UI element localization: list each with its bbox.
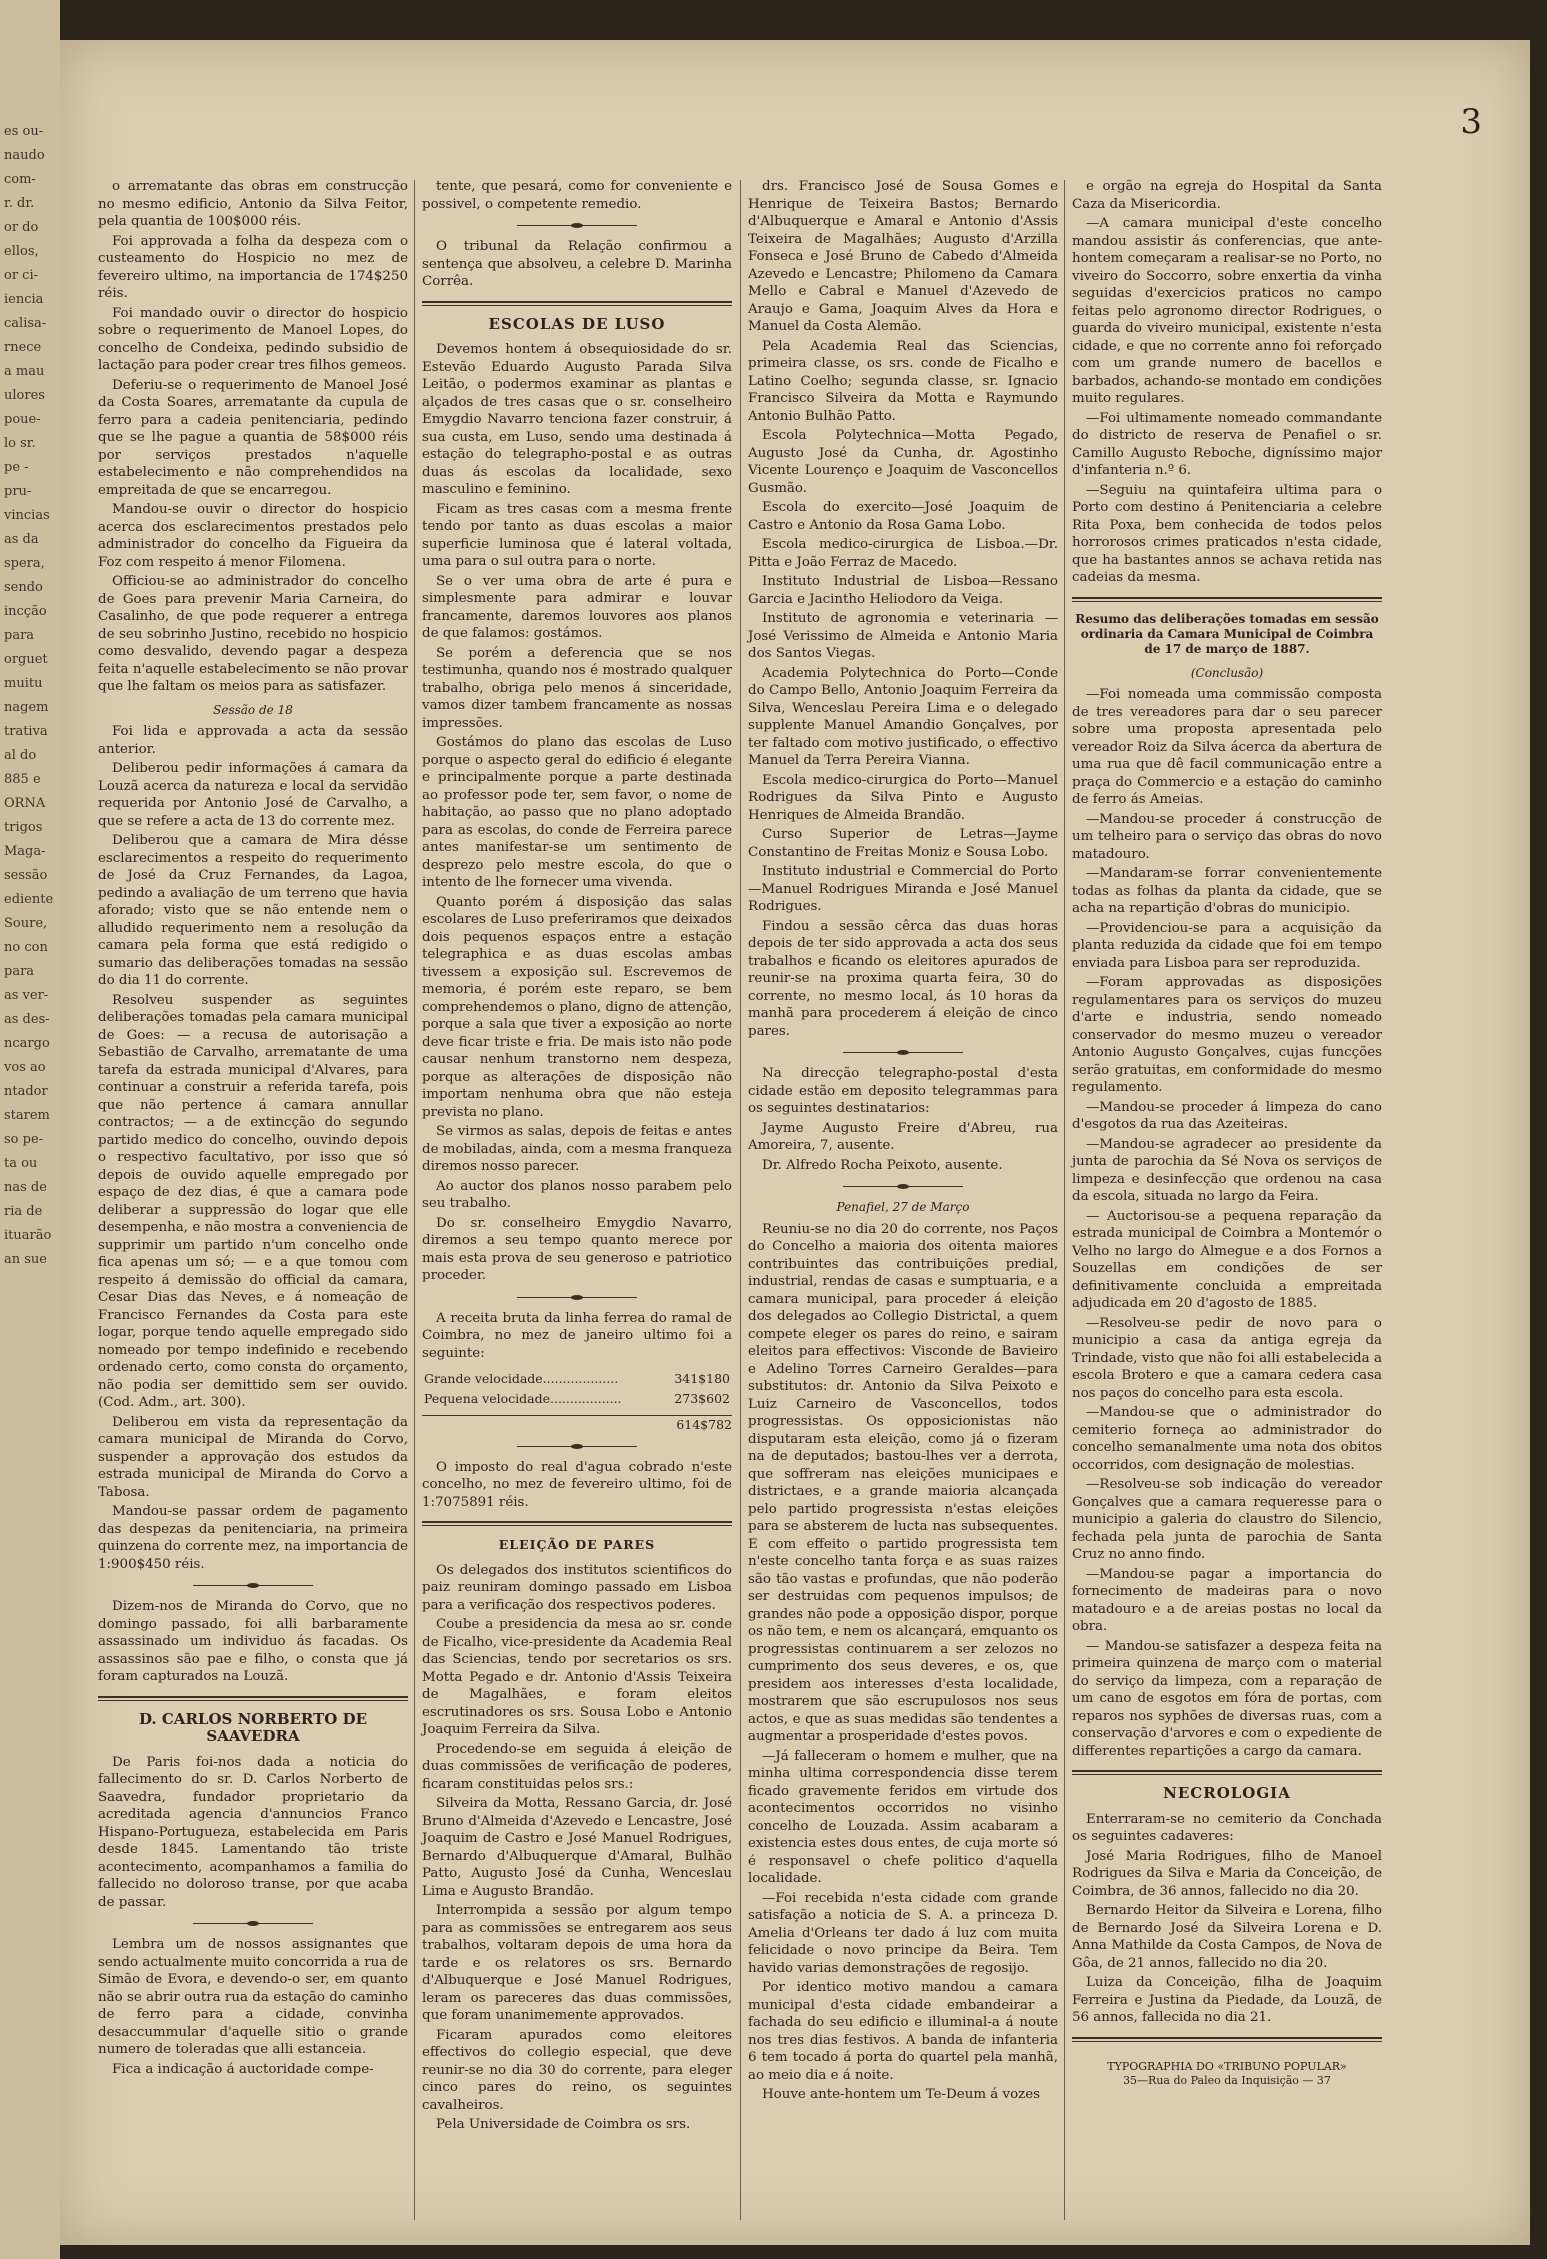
double-rule (422, 301, 732, 306)
paragraph: O imposto do real d'agua cobrado n'este concelho, no mez de fevereiro ultimo, foi de 1:7075891 réis. (422, 1459, 732, 1510)
resumo-heading: Resumo das deliberações tomadas em sessão ordinaria da Camara Municipal de Coimbra de 17 de março de 1887. (1075, 611, 1379, 656)
paragraph: Gostámos do plano das escolas de Luso porque o aspecto geral do edificio é elegante e principalmente porque a parte destinada ao professor pode ter, sem favor, o nome de habitação, ao passo que no plano adoptado para as escolas, do conde de Ferreira parece antes manifestar-se um sentimento de desprezo pelo mestre escola, do que o intento de lhe fornecer uma vivenda. (422, 735, 732, 890)
paragraph: Ao auctor dos planos nosso parabem pelo seu trabalho. (422, 1178, 732, 1211)
margin-fragment: r. dr. (4, 196, 35, 211)
printer-imprint (1072, 2060, 1382, 2088)
conclusion-note: (Conclusão) (1190, 665, 1264, 680)
paragraph: José Maria Rodrigues, filho de Manoel Rodrigues da Silva e Maria da Conceição, de Coimbra, de 36 annos, fallecido no dia 20. (1072, 1848, 1382, 1899)
margin-fragment: ta ou (4, 1156, 38, 1171)
margin-fragment: ncargo (4, 1036, 50, 1051)
paragraph: Bernardo Heitor da Silveira e Lorena, filho de Bernardo José da Silveira Lorena e D. Anna Mathilde da Costa Campos, de Nova de Gôa, de 21 annos, fallecido no dia 20. (1072, 1903, 1382, 1971)
paragraph: —Mandou-se pagar a importancia do fornecimento de madeiras para o novo matadouro e a de areias postas no local da obra. (1072, 1566, 1382, 1634)
paragraph: Escola medico-cirurgica do Porto—Manuel Rodrigues da Silva Pinto e Augusto Henriques de Almeida Brandão. (748, 772, 1058, 823)
paragraph: Academia Polytechnica do Porto—Conde do Campo Bello, Antonio Joaquim Ferreira da Silva, Wenceslau Pereira Lima e o delegado supplente Manuel Amandio Gonçalves, por ter faltado com motivo justificado, o effectivo Manuel da Terra Pereira Vianna. (748, 665, 1058, 768)
left-margin-fragments (0, 0, 60, 1272)
paragraph: Fica a indicação á auctoridade compe- (112, 2061, 374, 2077)
necrologia-heading: NECROLOGIA (1163, 1784, 1291, 1802)
paragraph: Escola do exercito—José Joaquim de Castro e Antonio da Rosa Gama Lobo. (748, 500, 1058, 533)
printer-name: TYPOGRAPHIA DO «TRIBUNO POPULAR» (1107, 2059, 1347, 2073)
paragraph: Resolveu suspender as seguintes deliberações tomadas pela camara municipal de Goes: — a recusa de autorisação a Sebastião de Carvalho, arrematante de uma tarefa da estrada municipal d'Alvares, para continuar a construir a referida tarefa, pois que não pertence á camara annullar contractos; — a de extincção do segundo partido medico do concelho, ouvindo depois o respectivo facultativo, por isso que só depois de ouvido aquelle empregado por espaço de dez dias, é que a camara pode deliberar a suppressão do logar que elle desempenha, e não mostra a conveniencia de supprimir um partido n'um concelho onde fica apenas um só; — e a que tomou com respeito á demissão do official da camara, Cesar Dias das Neves, e á nomeação de Francisco Fernandes da Costa para este logar, porque tendo aquelle empregado sido nomeado por tempo indefinido e recebendo ordenado certo, como consta do orçamento, não podia ser demittido sem ser ouvido. (Cod. Adm., art. 300). (98, 992, 408, 1410)
margin-fragment: starem (4, 1108, 50, 1123)
margin-fragment: Maga- (4, 844, 46, 859)
paragraph: —Mandou-se agradecer ao presidente da junta de parochia da Sé Nova os serviços de limpeza e desinfecção que ordenou na casa da escola, situada no largo da Feira. (1072, 1136, 1382, 1204)
margin-fragment: iencia (4, 292, 44, 307)
column-rule (1064, 180, 1065, 2220)
receipts-table (422, 1368, 732, 1409)
paragraph: Enterraram-se no cemiterio da Conchada os seguintes cadaveres: (1072, 1811, 1382, 1844)
margin-fragment: nagem (4, 700, 49, 715)
paragraph: Dr. Alfredo Rocha Peixoto, ausente. (762, 1157, 1003, 1173)
margin-fragment: no con (4, 940, 48, 955)
margin-fragment: lo sr. (4, 436, 36, 451)
column-4 (1072, 178, 1382, 2088)
margin-fragment: ellos, (4, 244, 39, 259)
paragraph: Se porém a deferencia que se nos testimunha, quando nos é mostrado qualquer trabalho, obriga pelo menos á sinceridade, vamos dizer tambem francamente as nossas impressões. (422, 645, 732, 731)
printer-address: 35—Rua do Paleo da Inquisição — 37 (1123, 2073, 1331, 2087)
double-rule (1072, 1770, 1382, 1775)
paragraph: A receita bruta da linha ferrea do ramal de Coimbra, no mez de janeiro ultimo foi a seguinte: (422, 1310, 732, 1361)
separator (517, 1446, 637, 1447)
margin-fragment: ulores (4, 388, 45, 403)
paragraph: Se virmos as salas, depois de feitas e antes de mobiladas, ainda, com a mesma franqueza diremos nosso parecer. (422, 1124, 732, 1174)
paragraph: e orgão na egreja do Hospital da Santa Caza da Misericordia. (1072, 179, 1382, 212)
paragraph: —Foi recebida n'esta cidade com grande satisfação a noticia de S. A. a princeza D. Amelia d'Orleans ter dado á luz com muita felicidade o novo principe da Beira. Tem havido varias demonstrações de regosijo. (748, 1890, 1058, 1976)
paragraph: Devemos hontem á obsequiosidade do sr. Estevão Eduardo Augusto Parada Silva Leitão, o podermos examinar as plantas e alçados de tres casas que o sr. conselheiro Emygdio Navarro tenciona fazer construir, á sua custa, em Luso, sendo uma destinada á estação do telegrapho-postal e as outras duas ás escolas da localidade, sexo masculino e feminino. (422, 342, 732, 497)
dateline: Penafiel, 27 de Março (836, 1200, 970, 1214)
paragraph: Pela Universidade de Coimbra os srs. (436, 2117, 691, 2132)
session-heading: Sessão de 18 (213, 702, 293, 717)
paragraph: Deliberou que a camara de Mira désse esclarecimentos a respeito do requerimento de José da Cruz Fernandes, da Lagoa, pedindo a avaliação de um terreno que havia aforado; visto que se não entende nem o alludido requerimento nem a resolução da camara pela forma que está redigido o sumario das deliberações tomadas na sessão do dia 11 do corrente. (98, 833, 408, 988)
paragraph: Foi mandado ouvir o director do hospicio sobre o requerimento de Manoel Lopes, do concelho de Condeixa, pedindo subsidio de lactação para poder crear tres filhos gemeos. (98, 305, 408, 373)
margin-fragment: ntador (4, 1084, 48, 1099)
column-1 (98, 178, 408, 2080)
paragraph: Instituto de agronomia e veterinaria — José Verissimo de Almeida e Antonio Maria dos Santos Viegas. (748, 611, 1058, 661)
row-value: 273$602 (674, 1390, 730, 1406)
separator (517, 225, 637, 226)
margin-fragment: poue- (4, 412, 41, 427)
separator (843, 1052, 963, 1053)
receipts-total: 614$782 (422, 1415, 732, 1434)
paragraph: Instituto industrial e Commercial do Porto —Manuel Rodrigues Miranda e José Manuel Rodrigues. (748, 864, 1058, 914)
paragraph: — Auctorisou-se a pequena reparação da estrada municipal de Coimbra a Montemór o Velho no largo do Almegue e a dos Fornos a Souzellas em condições de ser definitivamente concluida a empreitada adjudicada em 20 d'agosto de 1885. (1072, 1208, 1382, 1311)
paragraph: Pela Academia Real das Sciencias, primeira classe, os srs. conde de Ficalho e Latino Coelho; segunda classe, sr. Ignacio Francisco Silveira da Motta e Raymundo Antonio Bulhão Patto. (748, 338, 1058, 424)
paragraph: —Mandou-se proceder á construcção de um telheiro para o serviço das obras do novo matadouro. (1072, 811, 1382, 862)
paragraph: —Resolveu-se sob indicação do vereador Gonçalves que a camara requeresse para o municipio a galeria do claustro do Silencio, fechada pela junta de parochia de Santa Cruz no anno findo. (1072, 1477, 1382, 1562)
margin-fragment: para (4, 964, 35, 979)
margin-fragment: or do (4, 220, 39, 235)
luso-heading: ESCOLAS DE LUSO (488, 314, 666, 333)
double-rule (1072, 2037, 1382, 2042)
margin-fragment: nas de (4, 1180, 47, 1195)
table-row (424, 1370, 730, 1388)
paragraph: Os delegados dos institutos scientificos do paiz reuniram domingo passado em Lisboa para a verificação dos respectivos poderes. (422, 1562, 732, 1613)
table-row (424, 1390, 730, 1408)
newspaper-page (60, 40, 1530, 2245)
paragraph: Se o ver uma obra de arte é pura e simplesmente para admirar e louvar francamente, daremos louvores aos planos de que falamos: gostámos. (422, 573, 732, 641)
row-label: Pequena velocidade.................. (424, 1390, 622, 1406)
margin-fragment: or ci- (4, 268, 39, 283)
margin-fragment: an sue (4, 1252, 47, 1267)
separator (193, 1923, 313, 1924)
margin-fragment: a mau (4, 364, 45, 379)
paragraph: Interrompida a sessão por algum tempo para as commissões se entregarem aos seus trabalhos, voltaram depois de uma hora da tarde e os relatores os srs. Bernardo d'Albuquerque e José Manuel Rodrigues, leram os pareceres das duas commissões, que foram unanimemente approvados. (422, 1903, 732, 2023)
margin-fragment: sessão (4, 868, 48, 883)
margin-fragment: as ver- (4, 988, 49, 1003)
paragraph: Houve ante-hontem um Te-Deum á vozes (762, 2087, 1040, 2102)
margin-fragment: orguet (4, 652, 48, 667)
paragraph: Deferiu-se o requerimento de Manoel José da Costa Soares, arrematante da cupula de ferro para a cadeia penitenciaria, pedindo que se lhe pague a quantia de 58$000 réis por serviços prestados n'aquelle estabelecimento e não comprehendidos na empreitada de que se encarregou. (98, 377, 408, 498)
column-2 (422, 178, 732, 2136)
paragraph: Na direcção telegrapho-postal d'esta cidade estão em deposito telegrammas para os seguintes destinatarios: (748, 1066, 1058, 1116)
paragraph: Luiza da Conceição, filha de Joaquim Ferreira e Justina da Piedade, da Louzã, de 56 annos, fallecida no dia 21. (1072, 1975, 1382, 2025)
row-value: 341$180 (674, 1371, 730, 1386)
margin-fragment: com- (4, 172, 36, 187)
paragraph: Mandou-se passar ordem de pagamento das despezas da penitenciaria, na primeira quinzena do corrente mez, na importancia de 1:900$450 réis. (98, 1504, 408, 1572)
paragraph: Lembra um de nossos assignantes que sendo actualmente muito concorrida a rua de Simão de Evora, e devendo-o ser, em quanto não se abrir outra rua da estação do caminho de ferro para a cidade, convinha desaccummular d'aquelle sitio o grande numero de toleradas que alli estanceia. (98, 1937, 408, 2057)
column-3 (748, 178, 1058, 2106)
margin-fragment: trigos (4, 820, 43, 835)
saavedra-heading: D. CARLOS NORBERTO DE SAAVEDRA (138, 1709, 368, 1745)
paragraph: Deliberou em vista da representação da camara municipal de Miranda do Corvo, suspender a approvação dos estudos da estrada municipal de Miranda do Corvo a Tabosa. (98, 1414, 408, 1500)
paragraph: —A camara municipal d'este concelho mandou assistir ás conferencias, que ante-hontem começaram a realisar-se no Porto, no viveiro do Soccorro, sobre enxertia da vinha seguidas d'exercicios praticos no campo feitas pelo agronomo director Rodrigues, o guarda do viveiro municipal, existente n'esta cidade, e que no corrente anno foi reforçado com um grande numero de bacellos e barbados, achando-se montado em condições muito regulares. (1072, 216, 1382, 406)
paragraph: —Resolveu-se pedir de novo para o municipio a casa da antiga egreja da Trindade, visto que não foi alli estabelecida a escola Brotero e que a camara cedera casa nos paços do concelho para esta escola. (1072, 1315, 1382, 1401)
column-rule (414, 180, 415, 2220)
paragraph: Foi lida e approvada a acta da sessão anterior. (98, 724, 408, 757)
paragraph: Curso Superior de Letras—Jayme Constantino de Freitas Moniz e Sousa Lobo. (748, 827, 1058, 860)
margin-fragment: para (4, 628, 35, 643)
double-rule (98, 1696, 408, 1701)
paragraph: Dizem-nos de Miranda do Corvo, que no domingo passado, foi alli barbaramente assassinado um individuo ás facadas. Os assassinos são pae e filho, o consta que já foram capturados na Louzã. (98, 1599, 408, 1684)
margin-fragment: vincias (4, 508, 50, 523)
paragraph: Coube a presidencia da mesa ao sr. conde de Ficalho, vice-presidente da Academia Real das Sciencias, tendo por secretarios os srs. Motta Pegado e dr. Antonio d'Assis Teixeira de Magalhães, e foram eleitos escrutinadores os srs. Sousa Lobo e Antonio Joaquim Ferreira da Silva. (422, 1617, 732, 1737)
paragraph: Procedendo-se em seguida á eleição de duas commissões de verificação de poderes, ficaram constituidas pelos srs.: (422, 1741, 732, 1792)
margin-fragment: muitu (4, 676, 43, 691)
paragraph: Mandou-se ouvir o director do hospicio acerca dos esclarecimentos prestados pelo administrador do concelho da Figueira da Foz com respeito á menor Filomena. (98, 502, 408, 570)
paragraph: — Mandou-se satisfazer a despeza feita na primeira quinzena de março com o material do serviço da limpeza, com a reparação de um cano de esgotos em fóra de portas, com reparos nos syphões de diversas ruas, com a conservação d'arvores e com o expediente de differentes repartições a cargo da camara. (1072, 1638, 1382, 1759)
double-rule (422, 1521, 732, 1526)
paragraph: Silveira da Motta, Ressano Garcia, dr. José Bruno d'Almeida d'Azevedo e Lencastre, José Joaquim de Castro e José Manuel Rodrigues, Bernardo d'Albuquerque d'Amaral, Bulhão Patto, Augusto José da Cunha, Wenceslau Lima e Augusto Brandão. (422, 1796, 732, 1899)
paragraph: O tribunal da Relação confirmou a sentença que absolveu, a celebre D. Marinha Corrêa. (422, 239, 732, 289)
margin-fragment: ORNA (4, 796, 46, 811)
paragraph: Do sr. conselheiro Emygdio Navarro, diremos a seu tempo quanto merece por mais esta prova de seu generoso e patriotico proceder. (422, 1215, 732, 1283)
margin-fragment: as da (4, 532, 39, 547)
margin-fragment: ituarão (4, 1228, 52, 1243)
paragraph: Jayme Augusto Freire d'Abreu, rua Amoreira, 7, ausente. (748, 1120, 1058, 1153)
paragraph: —Mandou-se que o administrador do cemiterio forneça ao administrador do concelho semanalmente uma nota dos obitos occorridos, com designação de molestias. (1072, 1405, 1382, 1473)
paragraph: tente, que pesará, como for conveniente e possivel, o competente remedio. (422, 179, 732, 212)
paragraph: Officiou-se ao administrador do concelho de Goes para prevenir Maria Carneira, do Casalinho, de que pode requerer a entrega de seu sobrinho Justino, recebido no hospicio como desvalido, devendo pagar a despeza feita n'aquelle estabelecimento se não provar que lhe faltam os meios para as satisfazer. (98, 574, 408, 694)
paragraph: Por identico motivo mandou a camara municipal d'esta cidade embandeirar a fachada do seu edificio e illuminal-a á noute nos tres dias festivos. A banda de infanteria 6 tem tocado á porta do quartel pela manhã, ao meio dia e á noite. (748, 1980, 1058, 2083)
paragraph: Reuniu-se no dia 20 do corrente, nos Paços do Concelho a maioria dos oitenta maiores contribuintes das contribuições predial, industrial, rendas de casas e sumptuaria, e a camara municipal, para proceder á eleição dos delegados ao Collegio Districtal, a quem compete eleger os pares do reino, e sairam eleitos para effectivos: Visconde de Bavieiro e Adelino Torres Carneiro Geraldes—para substitutos: dr. Antonio da Silva Peixoto e Luiz Carneiro de Vasconcellos, todos progressistas. Os opposicionistas não disputaram esta eleição, como já o fizeram na de deputados; bastou-lhes ver a derrota, que soffreram nas eleições municipaes e districtaes, e a grande maioria alcançada pelo partido progressista n'estas eleições para se absterem de lucta nas subsequentes. E com effeito o partido progressista tem n'este concelho tanta força e as suas raizes são tão vastas e profundas, que não poderão ser destruidas com pequenos impulsos; de grandes não pode a opposição dispor, porque os não tem, e nem os alcançará, emquanto os progressistas continuarem a ser zelozos no cumprimento dos seus deveres, e os, que presidem aos interesses d'esta localidade, mostrarem que são escrupulosos nos seus actos, e que as suas medidas são tendentes a augmentar a prosperidade d'estes povos. (748, 1221, 1058, 1744)
margin-fragment: vos ao (4, 1060, 46, 1075)
paragraph: Escola medico-cirurgica de Lisboa.—Dr. Pitta e João Ferraz de Macedo. (748, 537, 1058, 570)
paragraph: Ficam as tres casas com a mesma frente tendo por tanto as duas escolas a maior superficie luminosa que é lateral voltada, uma para o sul outra para o norte. (422, 501, 732, 569)
margin-fragment: trativa (4, 724, 48, 739)
paragraph: —Foi ultimamente nomeado commandante do districto de reserva de Penafiel o sr. Camillo Augusto Reboche, digníssimo major d'infanteria n.º 6. (1072, 410, 1382, 478)
separator (843, 1186, 963, 1187)
margin-fragment: ediente (4, 892, 54, 907)
paragraph: Foi approvada a folha da despeza com o custeamento do Hospicio no mez de fevereiro ultimo, na importancia de 174$250 réis. (98, 233, 408, 301)
margin-fragment: as des- (4, 1012, 50, 1027)
margin-fragment: sendo (4, 580, 43, 595)
paragraph: —Já falleceram o homem e mulher, que na minha ultima correspondencia disse terem ficado gravemente feridos em virtude dos acontecimentos occorridos no visinho concelho de Louzada. Assim acabaram a existencia estes dous entes, de cuja morte só é responsavel o chefe politico d'aquella localidade. (748, 1748, 1058, 1886)
separator (193, 1585, 313, 1586)
paragraph: o arrematante das obras em construcção no mesmo edificio, Antonio da Silva Feitor, pela quantia de 100$000 réis. (98, 179, 408, 229)
paragraph: Quanto porém á disposição das salas escolares de Luso preferiramos que deixados dois pequenos espaços entre a estação telegraphica e as duas escolas ambas tivessem a exposição sul. Escrevemos de memoria, é porém este reparo, se bem comprehendemos o plano, digno de attenção, porque a sala que tiver a exposição ao norte deve ficar triste e fria. De mais isto não pode causar nenhum transtorno nem despeza, porque as alterações de disposição não importam nenhuma obra que não esteja prevista no plano. (422, 894, 732, 1120)
paragraph: Instituto Industrial de Lisboa—Ressano Garcia e Jacintho Heliodoro da Veiga. (748, 574, 1058, 607)
margin-fragment: so pe- (4, 1132, 44, 1147)
paragraph: —Providenciou-se para a acquisição da planta reduzida da cidade que foi em tempo enviada para Lisboa para ser reproduzida. (1072, 920, 1382, 971)
paragraph: De Paris foi-nos dada a noticia do fallecimento do sr. D. Carlos Norberto de Saavedra, fundador proprietario da acreditada agencia d'annuncios Franco Hispano-Portugueza, estabelecida em Paris desde 1845. Lamentando tão triste acontecimento, acompanhamos a familia do fallecido no doloroso transe, por que acaba de passar. (98, 1754, 408, 1910)
double-rule (1072, 597, 1382, 602)
margin-fragment: 885 e (4, 772, 41, 787)
paragraph: Deliberou pedir informações á camara da Louzã acerca da natureza e local da servidão requerida por Antonio José de Carvalho, a que se refere a acta de 13 do corrente mez. (98, 761, 408, 829)
page-number: 3 (1460, 102, 1482, 142)
separator (517, 1297, 637, 1298)
margin-fragment: naudo (4, 148, 45, 163)
margin-fragment: spera, (4, 556, 45, 571)
left-page-edge (0, 0, 60, 2259)
paragraph: —Mandou-se proceder á limpeza do cano d'esgotos da rua das Azeiteiras. (1072, 1099, 1382, 1132)
paragraph: —Mandaram-se forrar convenientemente todas as folhas da planta da cidade, que se acha na repartição d'obras do municipio. (1072, 866, 1382, 916)
margin-fragment: rnece (4, 340, 42, 355)
paragraph: drs. Francisco José de Sousa Gomes e Henrique de Teixeira Bastos; Bernardo d'Albuquerque e Amaral e Antonio d'Assis Teixeira de Magalhães; Augusto d'Arzilla Fonseca e José Bruno de Cabedo d'Almeida Azevedo e Lencastre; Philomeno da Camara Mello e Cabral e Manuel d'Azevedo de Araujo e Gama, Joaquim Alves da Hora e Manuel da Costa Alemão. (748, 179, 1058, 334)
paragraph: Escola Polytechnica—Motta Pegado, Augusto José da Cunha, dr. Agostinho Vicente Lourenço e Joaquim de Vasconcellos Gusmão. (748, 428, 1058, 496)
margin-fragment: calisa- (4, 316, 47, 331)
paragraph: —Foram approvadas as disposições regulamentares para os serviços do muzeu d'arte e industria, sendo nomeado conservador do mesmo muzeu o vereador Antonio Augusto Gonçalves, cujas funcções serão gratuitas, em conformidade do mesmo regulamento. (1072, 975, 1382, 1095)
margin-fragment: ria de (4, 1204, 43, 1219)
paragraph: —Foi nomeada uma commissão composta de tres vereadores para dar o seu parecer sobre uma proposta apresentada pelo vereador Roiz da Silva ácerca da abertura de uma rua que dê facil communicação entre a praça do Commercio e a estação do caminho de ferro ás Ameias. (1072, 687, 1382, 807)
margin-fragment: es ou- (4, 124, 44, 139)
margin-fragment: pe - (4, 460, 29, 475)
paragraph: —Seguiu na quintafeira ultima para o Porto com destino á Penitenciaria a celebre Rita Poxa, bem conhecida de todos pelos horrorosos crimes praticados n'esta cidade, que ha bastantes annos se achava retida nas cadeias da mesma. (1072, 482, 1382, 585)
margin-fragment: Soure, (4, 916, 48, 931)
margin-fragment: al do (4, 748, 37, 763)
column-rule (740, 180, 741, 2220)
paragraph: Ficaram apurados como eleitores effectivos do collegio especial, que deve reunir-se no dia 30 do corrente, para eleger cinco pares do reino, os seguintes cavalheiros. (422, 2027, 732, 2113)
row-label: Grande velocidade................... (424, 1371, 619, 1386)
margin-fragment: incção (4, 604, 47, 619)
pares-heading: ELEIÇÃO DE PARES (498, 1537, 656, 1552)
margin-fragment: pru- (4, 484, 32, 499)
paragraph: Findou a sessão cêrca das duas horas depois de ter sido approvada a acta dos seus trabalhos e ficando os eleitores apurados de reunir-se na proxima quarta feira, 30 do corrente, no mesmo local, ás 10 horas da manhã para procederem á eleição de cinco pares. (748, 918, 1058, 1039)
